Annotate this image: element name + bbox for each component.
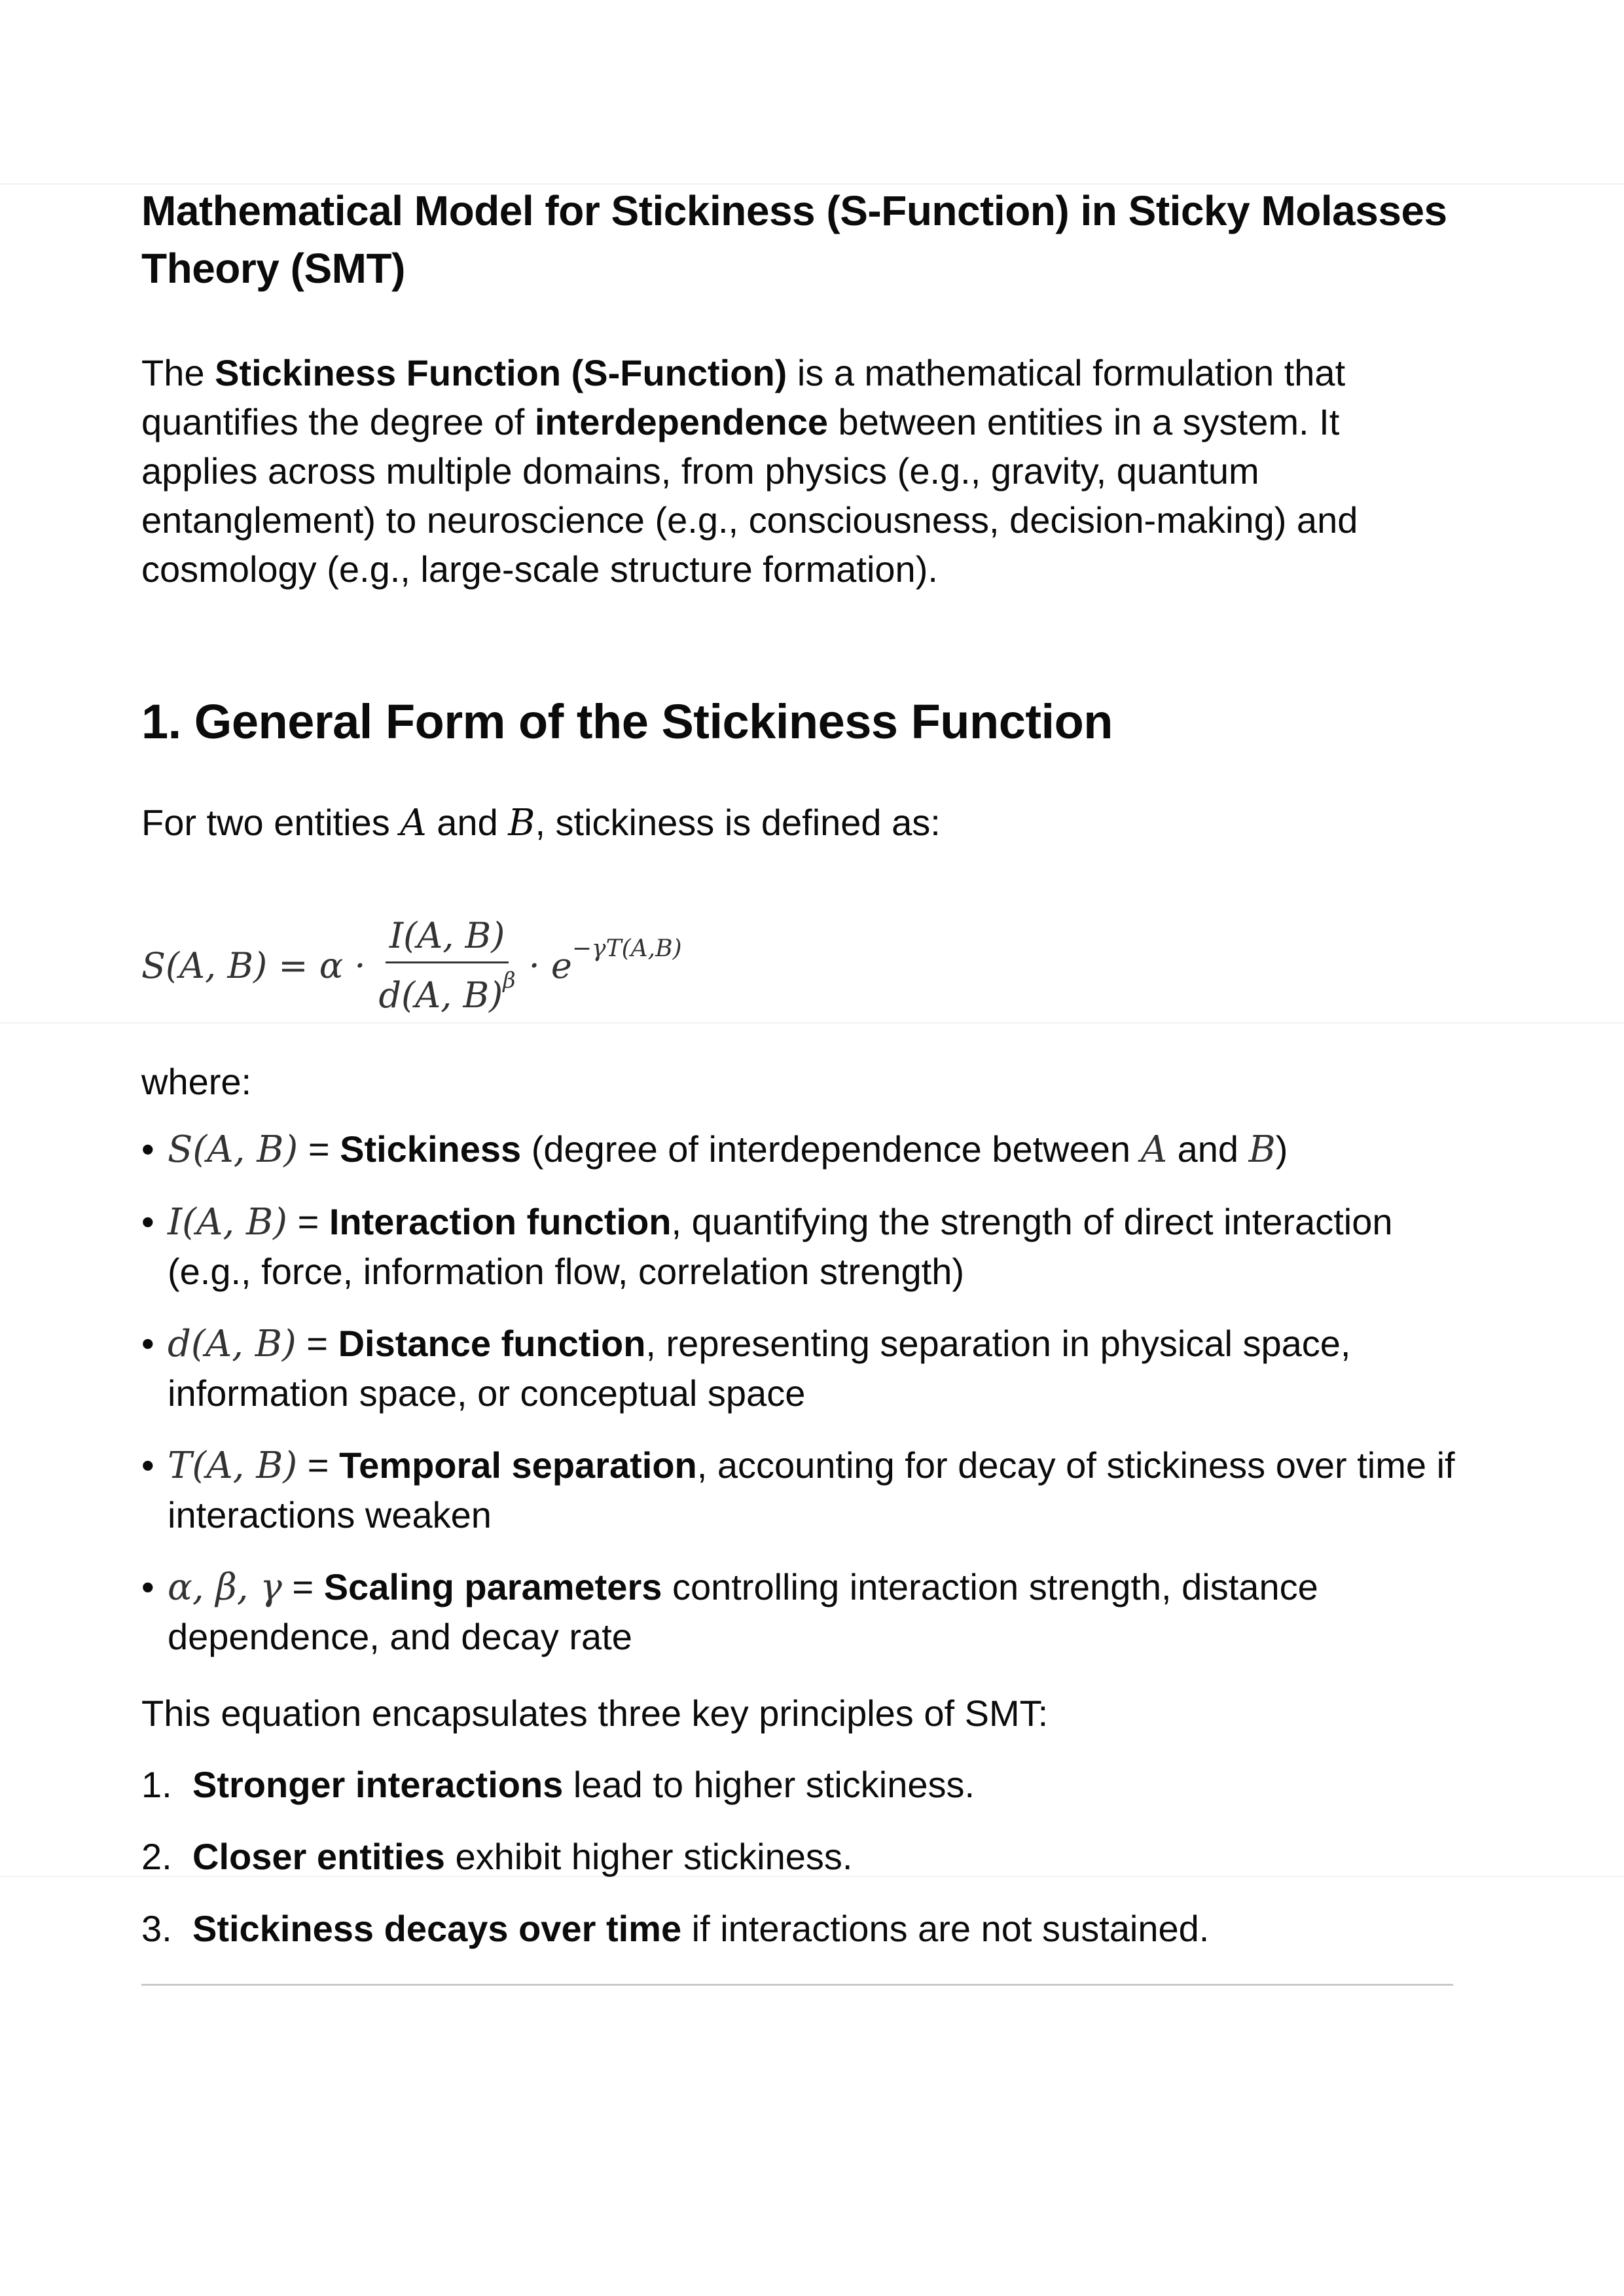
definition-item-distance: • d(A, B) = Distance function, representing separation in physical space, information space, or conceptual space <box>141 1319 1457 1418</box>
equation-numerator: I(A, B) <box>386 915 509 963</box>
definition-item-interaction: • I(A, B) = Interaction function, quantifying the strength of direct interaction (e.g., force, information flow, correlation strength) <box>141 1197 1457 1296</box>
definition-lead: For two entities A and B, stickiness is defined as: <box>141 802 941 844</box>
equation-exponent: −γT(A,B) <box>571 935 682 962</box>
principle-item: 2. Closer entities exhibit higher stickiness. <box>141 1836 853 1877</box>
equation-lhs: S(A, B) = α · <box>141 944 366 986</box>
intro-paragraph: The Stickiness Function (S-Function) is a mathematical formulation that quantifies the degree of interdependence between entities in a system. It applies across multiple domains, from physics (e.g., gravity, quantum entanglement) to neuroscience (e.g., consciousness, decision-making) and cosmology (e.g., large-scale structure formation). <box>141 352 1358 590</box>
document-content <box>141 182 1457 1976</box>
equation-denominator: d(A, B)$^\beta$ <box>378 967 516 1016</box>
definition-item-temporal: • T(A, B) = Temporal separation, accounting for decay of stickiness over time if interactions weaken <box>141 1441 1457 1539</box>
definition-list <box>141 1124 1457 1661</box>
equation-denominator-exponent: β <box>503 967 516 993</box>
bullet-icon: • <box>141 1128 154 1170</box>
equation-exponential-base: · e <box>528 944 572 986</box>
bullet-icon: • <box>141 1323 154 1364</box>
principles-list <box>141 1760 1457 1953</box>
principle-item: 3. Stickiness decays over time if interactions are not sustained. <box>141 1908 1210 1949</box>
intro-bold-s-function: Stickiness Function (S-Function) <box>215 352 787 393</box>
principle-item: 1. Stronger interactions lead to higher stickiness. <box>141 1764 975 1805</box>
section-end-rule <box>141 1984 1453 1986</box>
bullet-icon: • <box>141 1444 154 1486</box>
definition-item-scaling: • α, β, γ = Scaling parameters controlling interaction strength, distance dependence, and decay rate <box>141 1562 1457 1661</box>
intro-bold-interdependence: interdependence <box>534 401 828 442</box>
definition-item-stickiness: • S(A, B) = Stickiness (degree of interdependence between A and B) <box>141 1124 1457 1174</box>
principles-summary: This equation encapsulates three key principles of SMT: <box>141 1693 1049 1734</box>
equation-fraction <box>375 915 520 1016</box>
document-title: Mathematical Model for Stickiness (S-Function) in Sticky Molasses Theory (SMT) <box>141 187 1447 292</box>
bullet-icon: • <box>141 1201 154 1242</box>
section-heading-general-form: 1. General Form of the Stickiness Function <box>141 694 1113 749</box>
bullet-icon: • <box>141 1566 154 1607</box>
stickiness-equation <box>141 908 1457 1023</box>
where-label: where: <box>141 1061 252 1102</box>
